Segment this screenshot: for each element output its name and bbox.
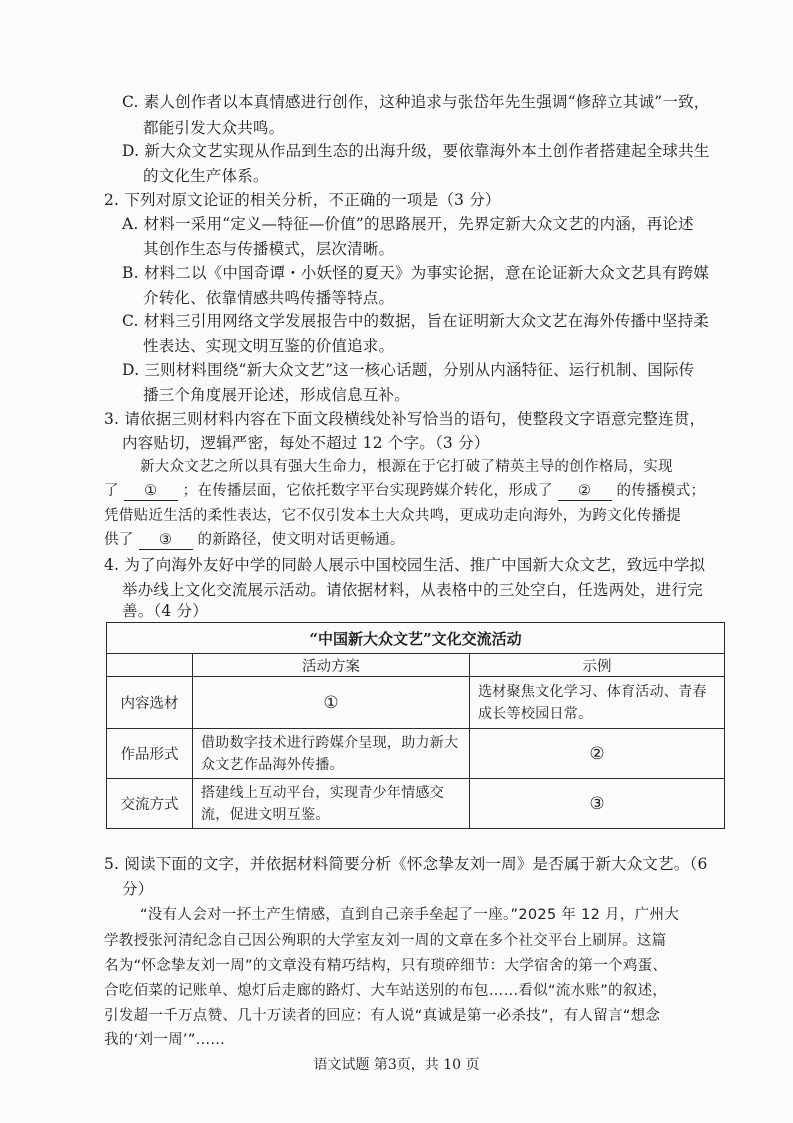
q1-option-c: C. 素人创作者以本真情感进行创作，这种追求与张岱年先生强调“修辞立其诚”一致， xyxy=(122,93,710,111)
table-header-plan: 活动方案 xyxy=(193,654,470,677)
q3-text: 的传播模式； xyxy=(616,483,706,499)
q4-stem: 4. 为了向海外友好中学的同龄人展示中国校园生活、推广中国新大众文艺，致远中学拟 xyxy=(104,556,706,574)
q3-passage-line4 xyxy=(104,530,405,550)
table-header-example: 示例 xyxy=(470,654,725,677)
q3-stem: 3. 请依据三则材料内容在下面文段横线处补写恰当的语句，使整段文字语意完整连贯， xyxy=(104,410,706,428)
q1-option-d: D. 新大众文艺实现从作品到生态的出海升级，要依靠海外本土创作者搭建起全球共生 xyxy=(122,142,710,160)
q5-passage-line1: “没有人会对一抔土产生情感，直到自己亲手垒起了一座。”2025 年 12 月，广州大 xyxy=(140,907,680,923)
q3-passage-line3: 凭借贴近生活的柔性表达，它不仅引发本土大众共鸣，更成功走向海外，为跨文化传播提 xyxy=(104,508,682,524)
table-header-empty xyxy=(107,654,193,677)
q3-text: ；在传播层面，它依托数字平台实现跨媒介转化，形成了 xyxy=(182,483,553,499)
plan-cell: 搭建线上互动平台，实现青少年情感交流，促进文明互鉴。 xyxy=(193,779,470,829)
q2-stem: 2. 下列对原文论证的相关分析，不正确的一项是（3 分） xyxy=(104,191,501,209)
q1-option-d-cont: 的文化生产体系。 xyxy=(143,167,269,185)
q5-passage-line4: 合吃佰菜的记账单、熄灯后走廊的路灯、大车站送别的布包……看似“流水账”的叙述， xyxy=(104,983,668,999)
q1-option-c-cont: 都能引发大众共鸣。 xyxy=(143,119,285,137)
page-footer: 语文试题 第3页，共 10 页 xyxy=(313,1057,480,1073)
q3-text: 的新路径，使文明对话更畅通。 xyxy=(197,532,405,548)
q2-option-c: C. 材料三引用网络文学发展报告中的数据，旨在证明新大众文艺在海外传播中坚持柔 xyxy=(122,312,709,330)
q2-option-b-cont: 介转化、依靠情感共鸣传播等特点。 xyxy=(143,289,395,307)
q2-option-d-cont: 播三个角度展开论述，形成信息互补。 xyxy=(143,386,410,404)
q5-passage-line6: 我的‘刘一周’”…… xyxy=(104,1032,226,1048)
q3-stem-cont: 内容贴切，逻辑严密，每处不超过 12 个字。（3 分） xyxy=(122,434,490,452)
blank-1[interactable]: ① xyxy=(124,482,178,501)
q2-option-a-cont: 其创作生态与传播模式，层次清晰。 xyxy=(143,240,395,258)
table-row xyxy=(107,729,725,779)
q5-stem: 5. 阅读下面的文字，并依据材料简要分析《怀念挚友刘一周》是否属于新大众文艺。（6 xyxy=(104,855,708,873)
q4-stem-cont2: 善。（4 分） xyxy=(122,602,208,620)
q4-stem-cont: 举办线上文化交流展示活动。请依据材料，从表格中的三处空白，任选两处，进行完 xyxy=(122,581,703,599)
q3-text: 了 xyxy=(104,483,119,499)
q5-stem-cont: 分） xyxy=(122,880,154,898)
blank-3[interactable]: ③ xyxy=(139,531,193,550)
blank-cell-1[interactable]: ① xyxy=(193,677,470,729)
blank-cell-2[interactable]: ② xyxy=(470,729,725,779)
q2-option-b: B. 材料二以《中国奇谭・小妖怪的夏天》为事实论据，意在论证新大众文艺具有跨媒 xyxy=(122,264,710,282)
q5-passage-line2: 学教授张河清纪念自己因公殉职的大学室友刘一周的文章在多个社交平台上刷屏。这篇 xyxy=(104,933,667,949)
row-label: 作品形式 xyxy=(107,729,193,779)
table-row xyxy=(107,677,725,729)
activity-table xyxy=(106,622,725,829)
q3-passage-line2 xyxy=(104,481,705,501)
plan-cell: 借助数字技术进行跨媒介呈现，助力新大众文艺作品海外传播。 xyxy=(193,729,470,779)
example-cell: 选材聚焦文化学习、体育活动、青春成长等校园日常。 xyxy=(470,677,725,729)
q2-option-a: A. 材料一采用“定义—特征—价值”的思路展开，先界定新大众文艺的内涵，再论述 xyxy=(122,215,694,233)
blank-2[interactable]: ② xyxy=(558,482,612,501)
table-title: “中国新大众文艺”文化交流活动 xyxy=(107,623,725,654)
q2-option-c-cont: 性表达、实现文明互鉴的价值追求。 xyxy=(143,337,395,355)
table-row xyxy=(107,779,725,829)
q5-passage-line5: 引发超一千万点赞、几十万读者的回应：有人说“真诚是第一必杀技”，有人留言“想念 xyxy=(104,1008,661,1024)
q3-text: 供了 xyxy=(104,532,134,548)
blank-cell-3[interactable]: ③ xyxy=(470,779,725,829)
q5-passage-line3: 名为“怀念挚友刘一周”的文章没有精巧结构，只有琐碎细节：大学宿舍的第一个鸡蛋、 xyxy=(104,958,668,974)
row-label: 内容选材 xyxy=(107,677,193,729)
q2-option-d: D. 三则材料围绕“新大众文艺”这一核心话题，分别从内涵特征、运行机制、国际传 xyxy=(122,361,695,379)
q3-passage-line1: 新大众文艺之所以具有强大生命力，根源在于它打破了精英主导的创作格局，实现 xyxy=(140,459,673,475)
row-label: 交流方式 xyxy=(107,779,193,829)
